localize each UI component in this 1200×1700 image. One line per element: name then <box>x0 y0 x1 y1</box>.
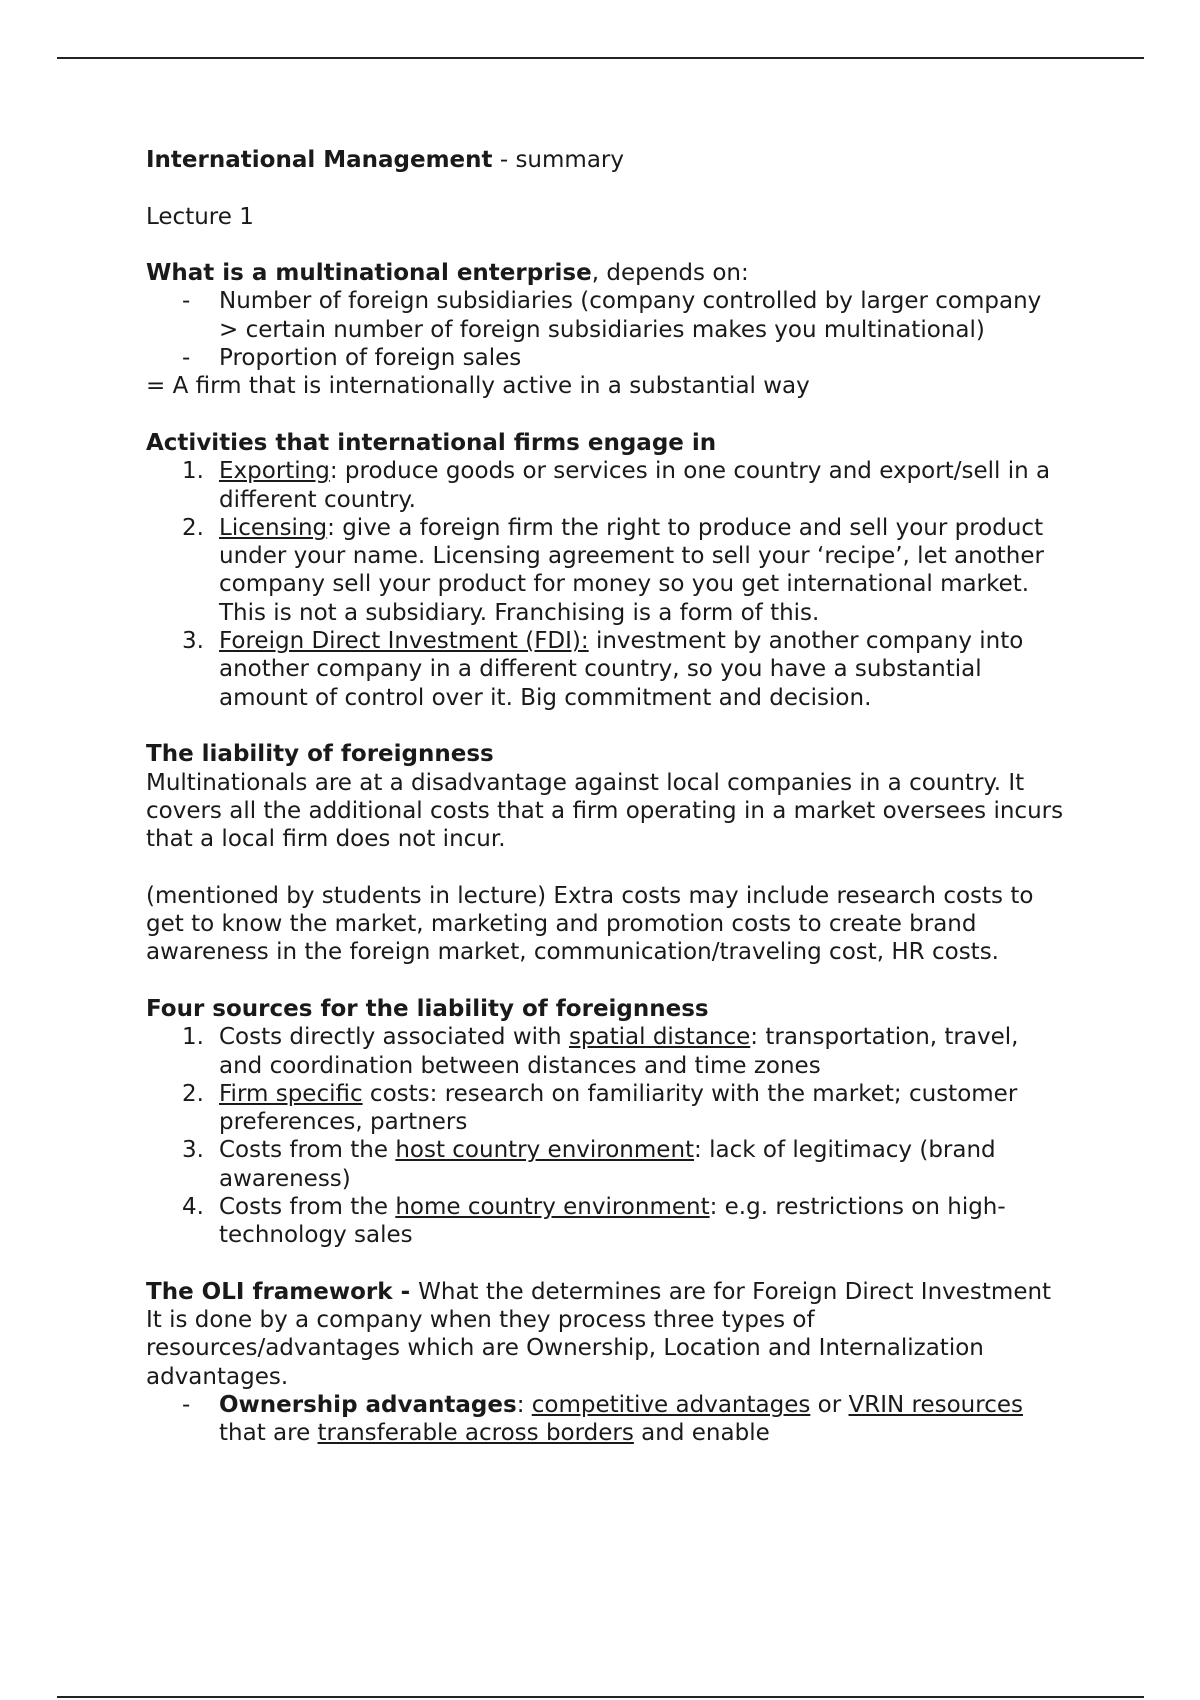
activities-heading <box>146 429 1066 457</box>
source-pre: Costs directly associated with <box>219 1024 569 1051</box>
list-item: - Number of foreign subsidiaries (company controlled by larger company > certain number of foreign subsidiaries makes you multinational) <box>182 288 1042 343</box>
header-rule <box>57 57 1144 59</box>
oli-heading <box>146 1278 1066 1306</box>
footer-rule <box>57 1696 1144 1698</box>
liability-paragraph-1: Multinationals are at a disadvantage against local companies in a country. It covers all the additional costs that a firm operating in a market oversees incurs that a local firm does not incur. <box>146 769 1064 853</box>
list-item: - Proportion of foreign sales <box>182 345 522 372</box>
document-body <box>146 146 1066 1448</box>
mne-conclusion: = A firm that is internationally active in a substantial way <box>146 373 810 400</box>
mne-item-2: Proportion of foreign sales <box>219 345 522 372</box>
sources-heading-text: Four sources for the liability of foreignness <box>146 995 709 1022</box>
source-post: : transportation, travel, and coordination between distances and time zones <box>219 1024 1019 1079</box>
activity-term: Exporting <box>219 458 330 485</box>
oli-heading-bold: The OLI framework - <box>146 1278 419 1305</box>
source-post: : lack of legitimacy (brand awareness) <box>219 1137 996 1192</box>
list-number: 1. <box>182 458 204 485</box>
mne-heading <box>146 259 1066 287</box>
activity-text: investment by another company into another company in a different country, so you have a substantial amount of control over it. Big commitment and decision. <box>219 628 1024 711</box>
activity-term: Licensing <box>219 514 328 541</box>
source-pre: Costs from the <box>219 1193 396 1220</box>
list-number: 3. <box>182 628 204 655</box>
oli-heading-rest: What the determines are for Foreign Direct Investment <box>418 1278 1052 1305</box>
activity-term: Foreign Direct Investment (FDI): <box>219 628 589 655</box>
source-post: : e.g. restrictions on high-technology sales <box>219 1193 1006 1249</box>
list-item <box>146 514 1066 627</box>
liability-paragraph-2: (mentioned by students in lecture) Extra costs may include research costs to get to know the market, marketing and promotion costs to create brand awareness in the foreign market, communication/traveling cost, HR costs. <box>146 882 1034 966</box>
mne-heading-bold: What is a multinational enterprise <box>146 260 592 287</box>
source-term: host country environment <box>395 1137 695 1164</box>
activity-text: : produce goods or services in one country and export/sell in a different country. <box>219 458 1051 513</box>
list-item <box>146 457 1066 514</box>
sources-heading <box>146 995 1066 1023</box>
ownership-label: Ownership advantages <box>219 1392 517 1419</box>
list-item <box>146 627 1066 712</box>
liability-heading-text: The liability of foreignness <box>146 741 494 768</box>
source-term: Firm specific <box>219 1080 363 1107</box>
liability-heading <box>146 740 1066 768</box>
activities-heading-text: Activities that international firms engage in <box>146 429 717 456</box>
list-number: 2. <box>182 1080 204 1107</box>
title-rest: - summary <box>492 147 624 173</box>
source-post: costs: research on familiarity with the market; customer preferences, partners <box>219 1080 1018 1136</box>
lecture-label: Lecture 1 <box>146 203 254 230</box>
source-term: spatial distance <box>568 1024 751 1051</box>
activity-text: : give a foreign firm the right to produce and sell your product under your name. Licensing agreement to sell your ‘recipe’, let another company sell your product for money so you get international market. This is not a subsidiary. Franchising is a form of this. <box>219 514 1044 626</box>
list-number: 3. <box>182 1137 204 1164</box>
document-title <box>146 146 1066 174</box>
ownership-term-2: VRIN resources <box>848 1392 1023 1419</box>
list-item: - Ownership advantages: competitive advantages or VRIN resources that are transferable across borders and enable <box>182 1392 1023 1447</box>
title-bold: International Management <box>146 147 493 173</box>
ownership-term-3: transferable across borders <box>317 1420 634 1447</box>
list-item <box>146 1193 1066 1250</box>
list-item <box>146 1080 1066 1137</box>
source-term: home country environment <box>395 1193 710 1220</box>
source-pre: Costs from the <box>219 1137 396 1164</box>
mne-item-1: Number of foreign subsidiaries (company controlled by larger company > certain number of foreign subsidiaries makes you multinational) <box>219 288 1042 343</box>
oli-paragraph: It is done by a company when they process three types of resources/advantages which are Ownership, Location and Internalization advantages. <box>146 1307 984 1390</box>
list-number: 2. <box>182 514 204 541</box>
list-number: 1. <box>182 1024 204 1051</box>
ownership-term-1: competitive advantages <box>531 1392 811 1419</box>
list-item <box>146 1136 1066 1193</box>
mne-heading-rest: , depends on: <box>591 260 749 287</box>
list-number: 4. <box>182 1193 204 1220</box>
list-item <box>146 1023 1066 1080</box>
